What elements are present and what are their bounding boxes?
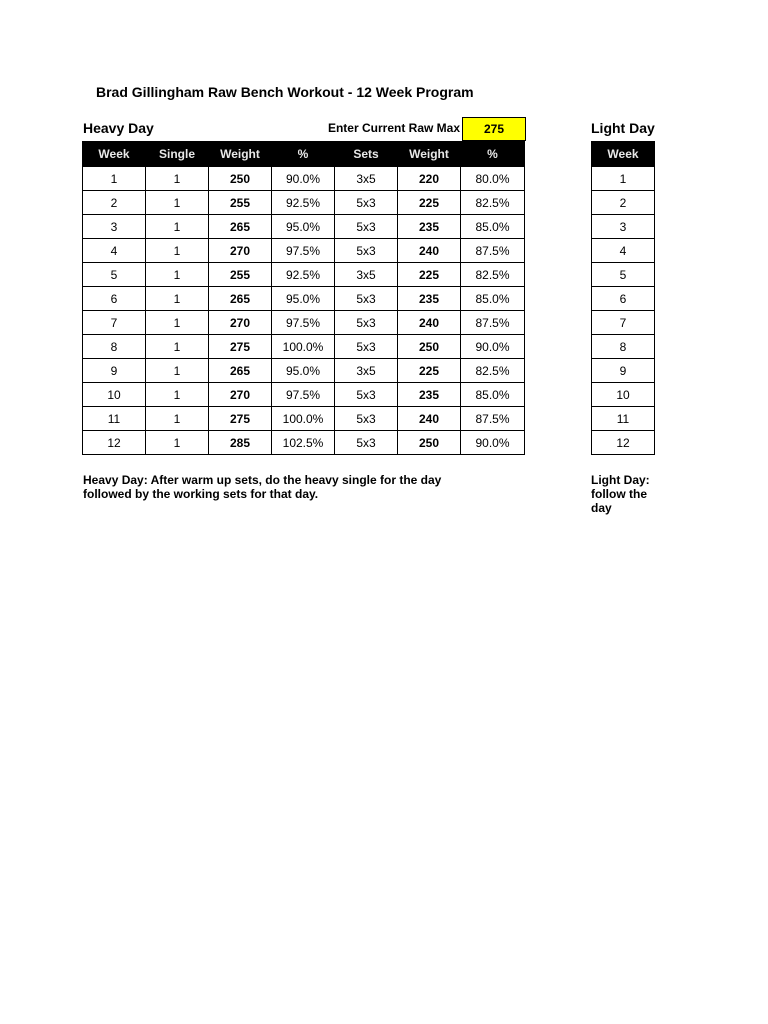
light-note-line: Light Day:	[591, 473, 650, 487]
cell-percent: 92.5%	[272, 263, 335, 287]
table-row	[592, 167, 655, 191]
header-weight: Weight	[209, 142, 272, 167]
cell-single: 1	[146, 431, 209, 455]
cell-percent: 95.0%	[272, 287, 335, 311]
header-week: Week	[592, 142, 655, 167]
cell-week: 8	[83, 335, 146, 359]
cell-sets: 3x5	[335, 359, 398, 383]
cell-weight: 275	[209, 335, 272, 359]
header-sets: Sets	[335, 142, 398, 167]
table-row	[592, 263, 655, 287]
table-row	[592, 407, 655, 431]
cell-working-weight: 250	[398, 431, 461, 455]
table-row	[83, 311, 525, 335]
light-header-row	[592, 142, 655, 167]
raw-max-label: Enter Current Raw Max	[327, 121, 460, 135]
cell-working-weight: 235	[398, 383, 461, 407]
table-row	[83, 431, 525, 455]
cell-weight: 265	[209, 287, 272, 311]
cell-working-weight: 225	[398, 191, 461, 215]
cell-sets: 5x3	[335, 215, 398, 239]
cell-week: 7	[592, 311, 655, 335]
cell-week: 2	[592, 191, 655, 215]
table-row	[592, 215, 655, 239]
cell-weight: 275	[209, 407, 272, 431]
cell-single: 1	[146, 359, 209, 383]
cell-sets: 5x3	[335, 335, 398, 359]
cell-working-percent: 90.0%	[461, 431, 525, 455]
cell-week: 3	[592, 215, 655, 239]
table-row	[592, 335, 655, 359]
cell-percent: 95.0%	[272, 215, 335, 239]
cell-week: 11	[592, 407, 655, 431]
cell-working-weight: 240	[398, 239, 461, 263]
cell-week: 3	[83, 215, 146, 239]
light-day-panel	[590, 0, 655, 1024]
cell-working-weight: 250	[398, 335, 461, 359]
cell-single: 1	[146, 263, 209, 287]
table-row	[592, 359, 655, 383]
cell-week: 10	[592, 383, 655, 407]
cell-single: 1	[146, 335, 209, 359]
cell-sets: 5x3	[335, 287, 398, 311]
cell-single: 1	[146, 311, 209, 335]
cell-percent: 90.0%	[272, 167, 335, 191]
cell-weight: 250	[209, 167, 272, 191]
cell-working-percent: 85.0%	[461, 287, 525, 311]
cell-week: 5	[592, 263, 655, 287]
cell-percent: 97.5%	[272, 239, 335, 263]
cell-week: 2	[83, 191, 146, 215]
cell-working-weight: 235	[398, 287, 461, 311]
cell-weight: 255	[209, 191, 272, 215]
heavy-day-note: Heavy Day: After warm up sets, do the heavy single for the day followed by the working sets for that day.	[83, 473, 442, 501]
cell-working-percent: 90.0%	[461, 335, 525, 359]
cell-working-weight: 240	[398, 407, 461, 431]
cell-percent: 97.5%	[272, 311, 335, 335]
cell-sets: 5x3	[335, 431, 398, 455]
cell-working-weight: 235	[398, 215, 461, 239]
table-row	[83, 167, 525, 191]
cell-working-percent: 85.0%	[461, 383, 525, 407]
cell-working-percent: 80.0%	[461, 167, 525, 191]
table-row	[592, 431, 655, 455]
cell-working-percent: 82.5%	[461, 191, 525, 215]
cell-week: 1	[592, 167, 655, 191]
cell-week: 12	[592, 431, 655, 455]
raw-max-input[interactable]	[462, 117, 526, 141]
cell-week: 8	[592, 335, 655, 359]
cell-week: 9	[592, 359, 655, 383]
cell-single: 1	[146, 239, 209, 263]
cell-single: 1	[146, 215, 209, 239]
page-title: Brad Gillingham Raw Bench Workout - 12 Week Program	[96, 84, 474, 100]
table-row	[592, 311, 655, 335]
cell-single: 1	[146, 287, 209, 311]
cell-percent: 92.5%	[272, 191, 335, 215]
cell-working-percent: 82.5%	[461, 263, 525, 287]
table-row	[83, 335, 525, 359]
cell-sets: 5x3	[335, 383, 398, 407]
heavy-day-table	[82, 141, 525, 455]
cell-weight: 285	[209, 431, 272, 455]
cell-week: 11	[83, 407, 146, 431]
cell-percent: 100.0%	[272, 407, 335, 431]
cell-weight: 270	[209, 239, 272, 263]
light-day-table	[591, 141, 655, 455]
cell-working-weight: 220	[398, 167, 461, 191]
cell-sets: 5x3	[335, 311, 398, 335]
table-row	[83, 239, 525, 263]
cell-sets: 5x3	[335, 239, 398, 263]
cell-working-percent: 87.5%	[461, 311, 525, 335]
cell-week: 6	[83, 287, 146, 311]
header-working-percent: %	[461, 142, 525, 167]
cell-percent: 100.0%	[272, 335, 335, 359]
header-single: Single	[146, 142, 209, 167]
light-table-body	[592, 167, 655, 455]
cell-week: 5	[83, 263, 146, 287]
cell-week: 12	[83, 431, 146, 455]
cell-week: 4	[592, 239, 655, 263]
cell-week: 4	[83, 239, 146, 263]
table-row	[83, 383, 525, 407]
cell-week: 1	[83, 167, 146, 191]
cell-weight: 265	[209, 215, 272, 239]
cell-single: 1	[146, 383, 209, 407]
cell-percent: 95.0%	[272, 359, 335, 383]
cell-percent: 97.5%	[272, 383, 335, 407]
cell-working-weight: 225	[398, 263, 461, 287]
light-day-title: Light Day	[591, 120, 655, 136]
table-row	[83, 263, 525, 287]
cell-week: 10	[83, 383, 146, 407]
heavy-table-body	[83, 167, 525, 455]
table-row	[83, 191, 525, 215]
table-row	[83, 359, 525, 383]
table-row	[83, 407, 525, 431]
cell-sets: 3x5	[335, 167, 398, 191]
light-note-line: day	[591, 501, 612, 515]
table-row	[592, 239, 655, 263]
cell-sets: 3x5	[335, 263, 398, 287]
header-week: Week	[83, 142, 146, 167]
cell-week: 9	[83, 359, 146, 383]
table-row	[83, 287, 525, 311]
table-row	[592, 383, 655, 407]
cell-single: 1	[146, 167, 209, 191]
cell-single: 1	[146, 407, 209, 431]
cell-weight: 255	[209, 263, 272, 287]
cell-working-percent: 82.5%	[461, 359, 525, 383]
header-working-weight: Weight	[398, 142, 461, 167]
table-row	[83, 215, 525, 239]
cell-working-percent: 87.5%	[461, 407, 525, 431]
light-day-note	[591, 473, 655, 515]
cell-working-weight: 240	[398, 311, 461, 335]
cell-sets: 5x3	[335, 191, 398, 215]
heavy-header-row	[83, 142, 525, 167]
cell-week: 7	[83, 311, 146, 335]
cell-working-percent: 85.0%	[461, 215, 525, 239]
cell-working-weight: 225	[398, 359, 461, 383]
cell-weight: 270	[209, 383, 272, 407]
header-percent: %	[272, 142, 335, 167]
light-note-line: follow the	[591, 487, 647, 501]
cell-single: 1	[146, 191, 209, 215]
cell-week: 6	[592, 287, 655, 311]
cell-working-percent: 87.5%	[461, 239, 525, 263]
table-row	[592, 191, 655, 215]
cell-percent: 102.5%	[272, 431, 335, 455]
cell-sets: 5x3	[335, 407, 398, 431]
table-row	[592, 287, 655, 311]
cell-weight: 270	[209, 311, 272, 335]
cell-weight: 265	[209, 359, 272, 383]
heavy-day-title: Heavy Day	[83, 120, 154, 136]
